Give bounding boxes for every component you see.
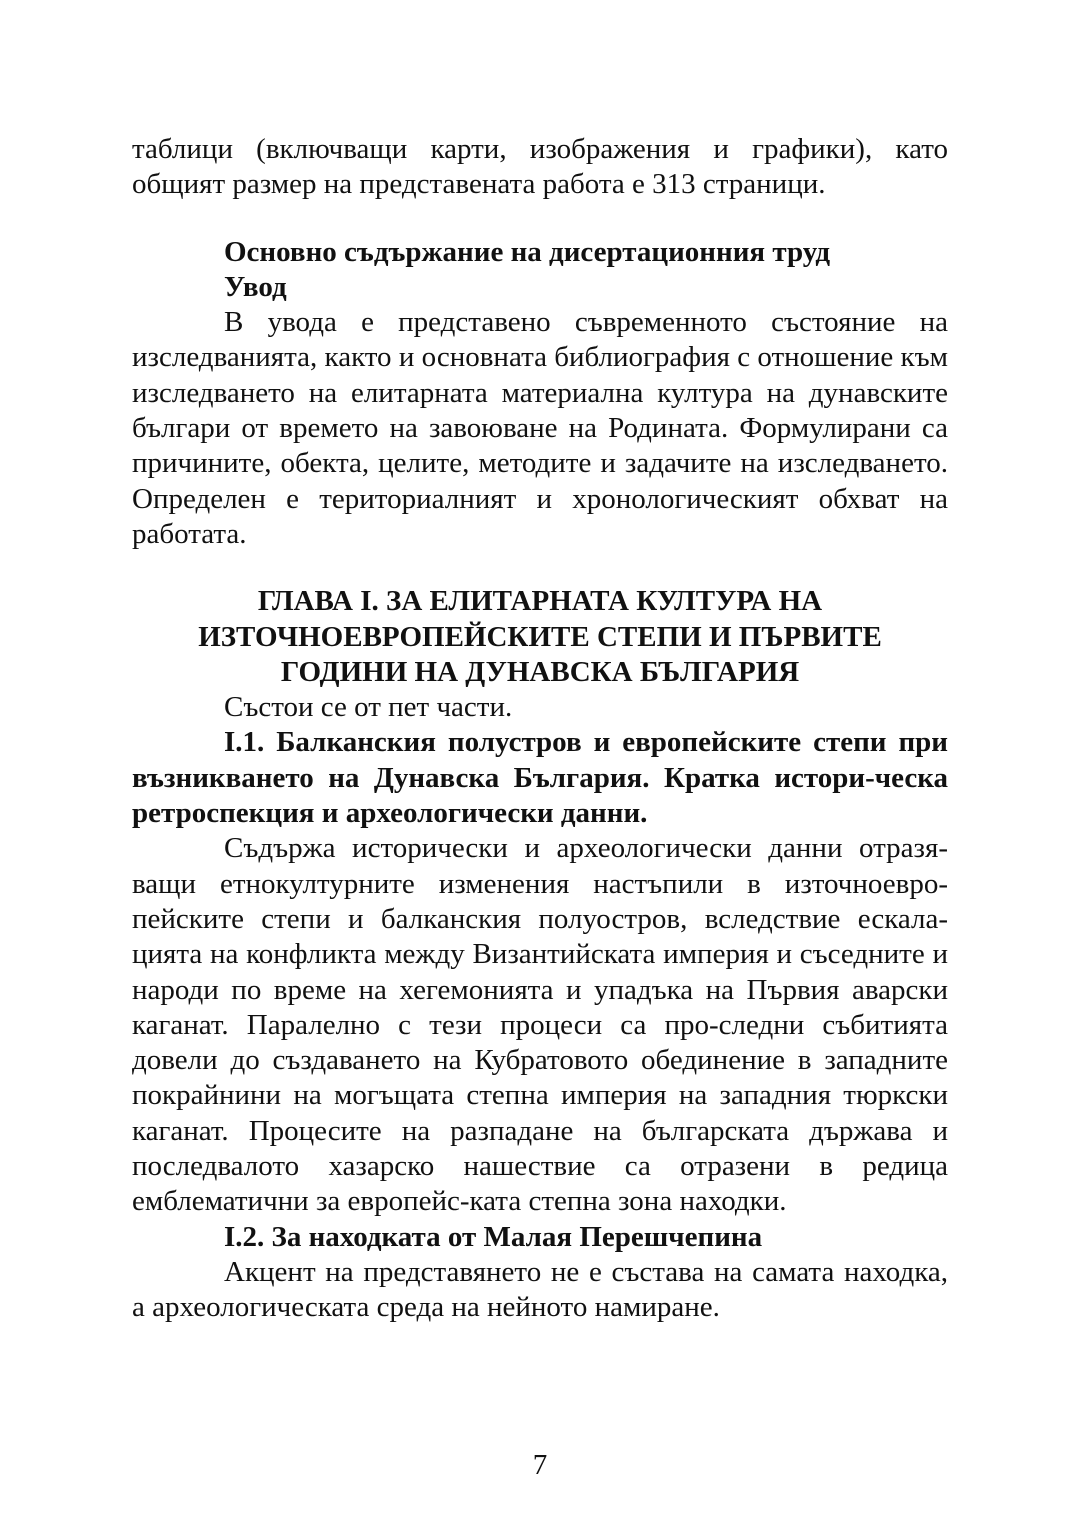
introduction-paragraph: В увода е представено съвременното състояние на изследванията, както и основната библиография с отношение към изследването на елитарната материална култура на дунавските българи от времето на завоюване на Родината. Формулирани са причините, обекта, целите, методите и задачите на изследването. Определен е териториалният и хронологическият обхват на работата. xyxy=(132,306,948,550)
section-1-1-heading: I.1. Балканския полустров и европейските степи при възникването на Дунавска България. Кратка истори-ческа ретроспекция и археологически данни. xyxy=(132,726,948,830)
intro-continuation-paragraph: таблици (включващи карти, изображения и графики), като общият размер на представената работа е 313 страници. xyxy=(132,133,948,201)
chapter-1-title-line-1: ГЛАВА I. ЗА ЕЛИТАРНАТА КУЛТУРА НА xyxy=(257,585,823,618)
document-page xyxy=(132,132,948,1326)
introduction-heading: Увод xyxy=(224,270,287,303)
section-1-1-paragraph: Съдържа исторически и археологически данни отразя-ващи етнокултурните изменения настъпили в източноевро-пейските степи и балканския полуостров, вследствие ескала-цията на конфликта между Византийската империя и съседните и народи по време на хегемонията и упадъка на Първия аварски каганат. Паралелно с тези процеси са про-следни събитията довели до създаването на Кубратовото обединение в западните покрайнини на могъщата степна империя на западния тюркски каганат. Процесите на разпадане на българската държава и последвалото хазарско нашествие са отразени в редица емблематични за европейс-ката степна зона находки. xyxy=(132,832,948,1218)
section-1-2-paragraph: Акцент на представянето не е състава на самата находка, а археологическата среда на нейното намиране. xyxy=(132,1255,948,1324)
chapter-1-parts-note: Състои се от пет части. xyxy=(224,691,513,724)
main-content-heading: Основно съдържание на дисертационния труд xyxy=(224,235,831,268)
chapter-1-title-line-2: ИЗТОЧНОЕВРОПЕЙСКИТЕ СТЕПИ И ПЪРВИТЕ xyxy=(198,620,882,653)
section-1-2-heading: I.2. За находката от Малая Перешчепина xyxy=(224,1220,763,1253)
chapter-1-title-line-3: ГОДИНИ НА ДУНАВСКА БЪЛГАРИЯ xyxy=(280,655,800,688)
page-number: 7 xyxy=(532,1449,548,1481)
